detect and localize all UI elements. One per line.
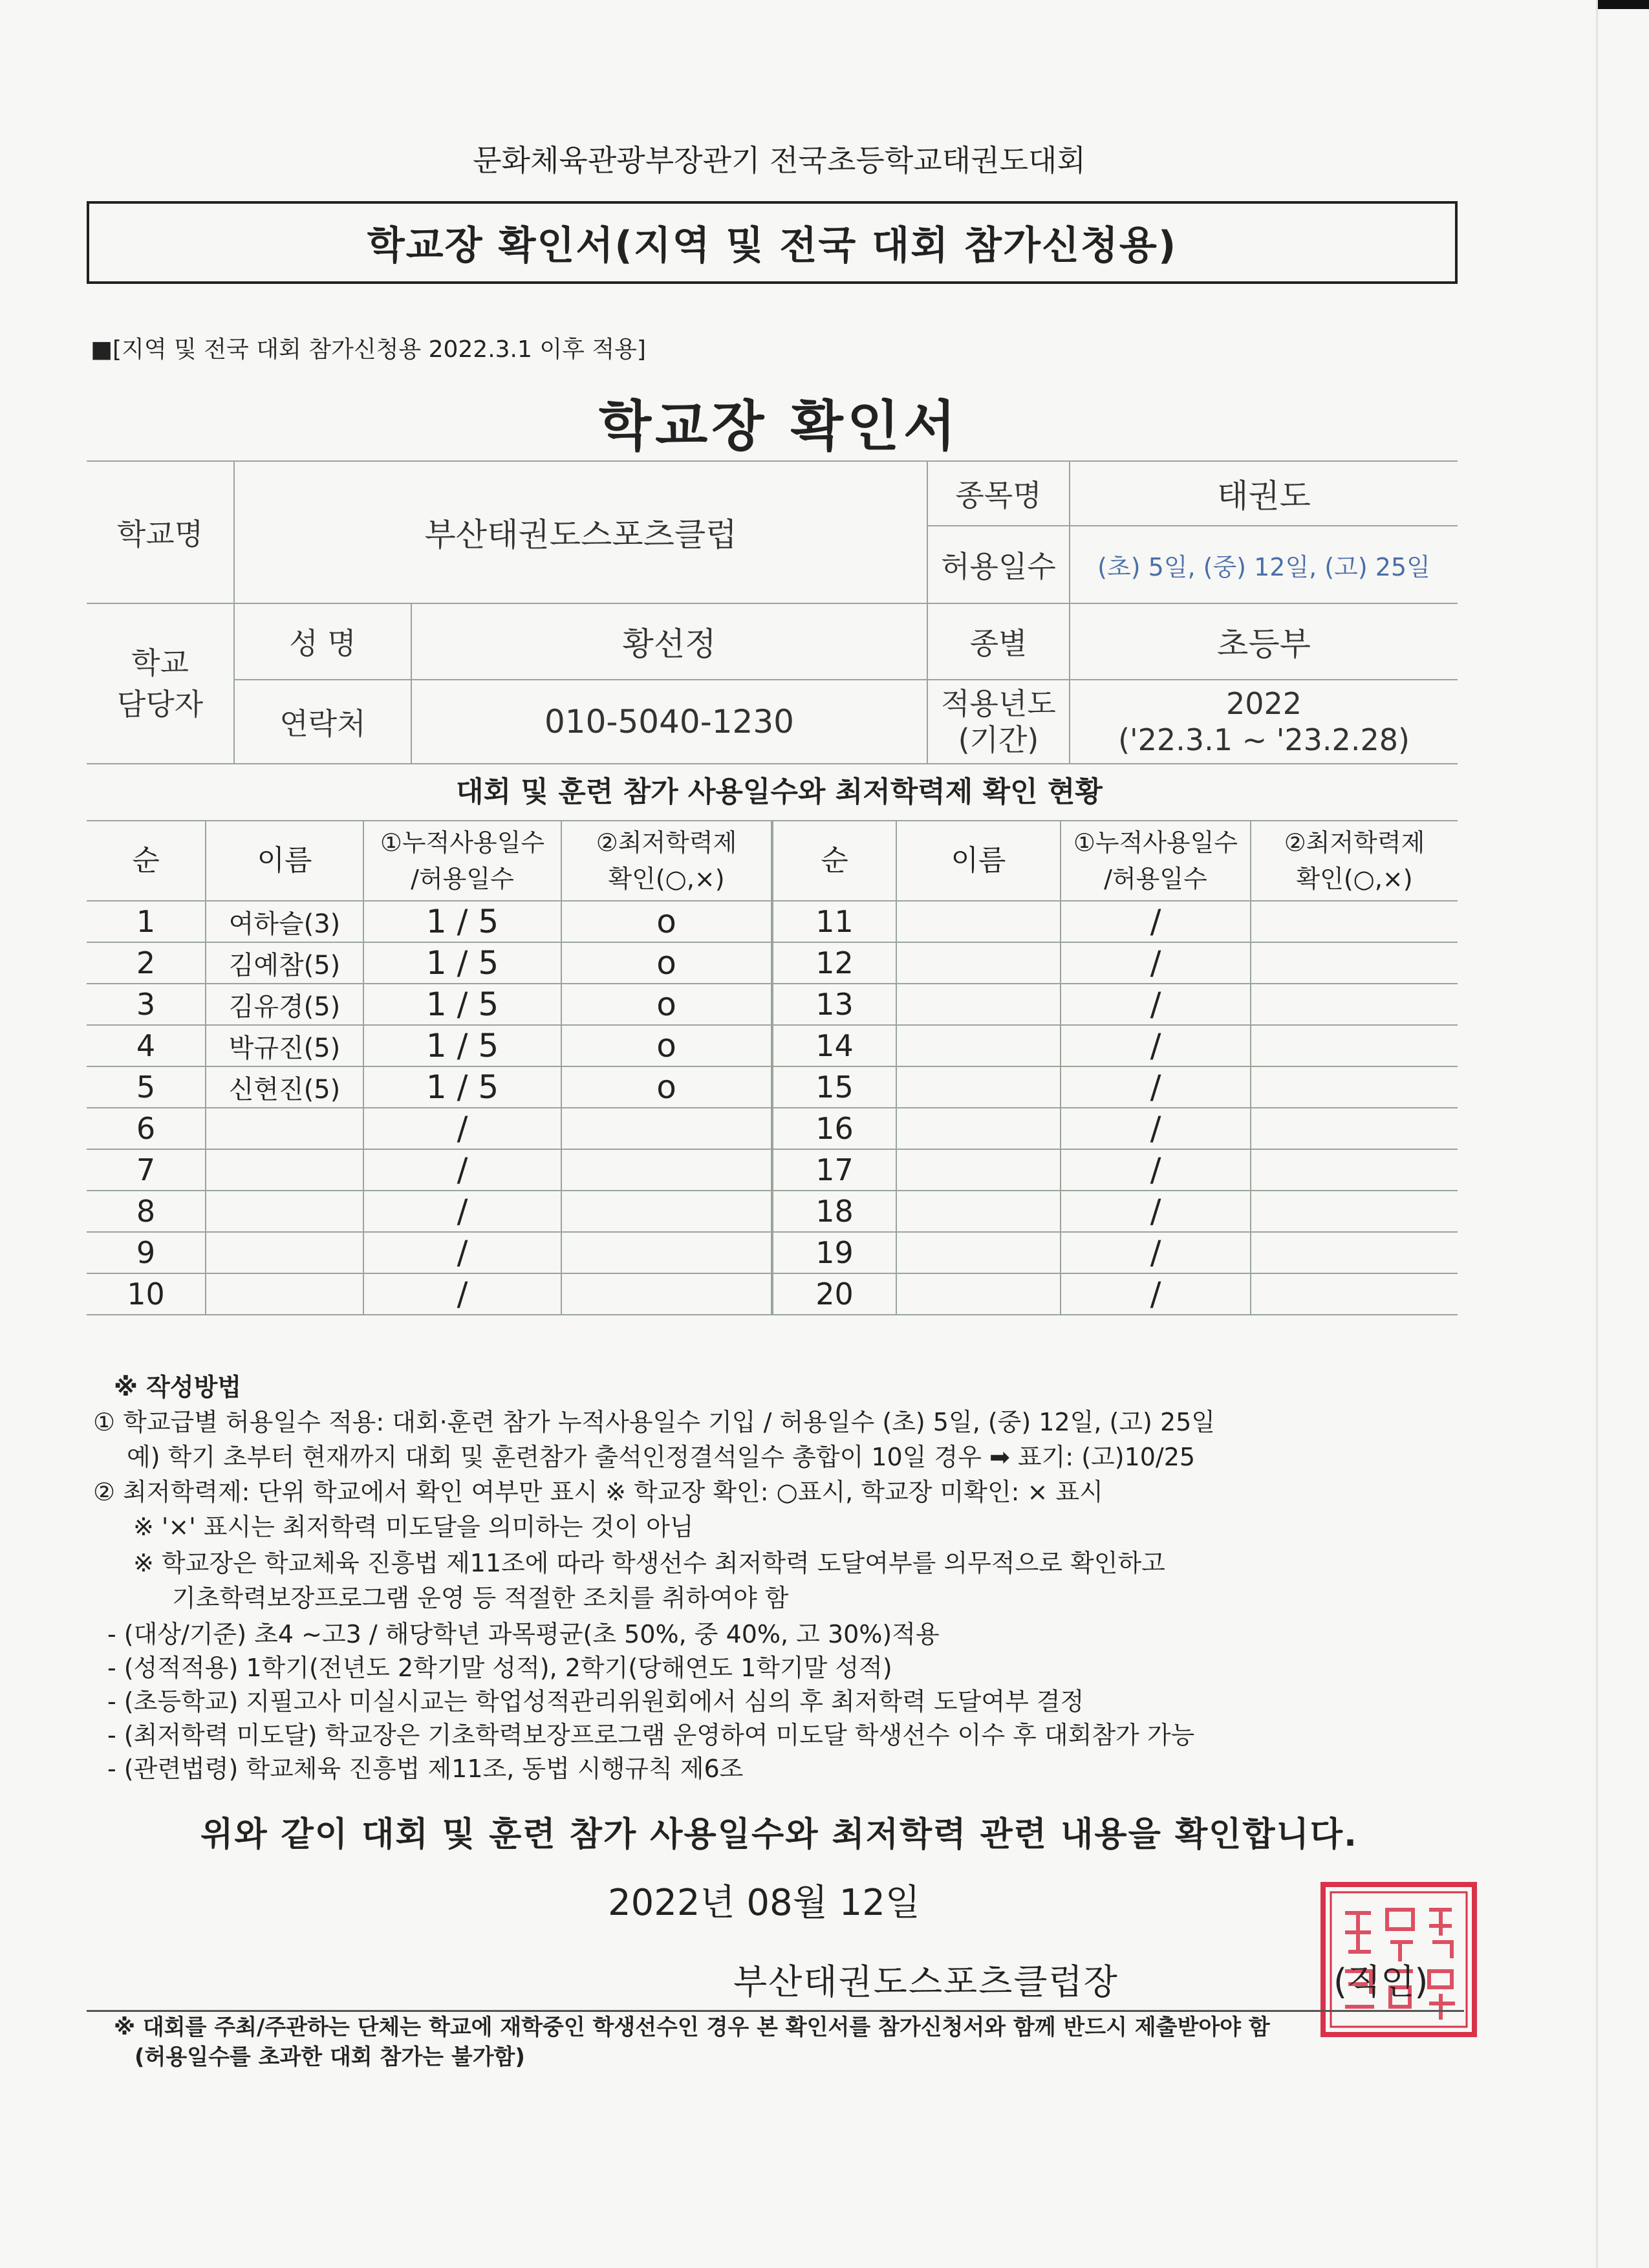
row-number: 9 (87, 1232, 206, 1273)
days-slash: / (446, 986, 479, 1023)
school-label: 학교명 (87, 461, 234, 603)
school-name: 부산태권도스포츠클럽 (234, 461, 927, 603)
athlete-name: 김유경(5) (206, 984, 363, 1025)
main-title: 학교장 확인서(지역 및 전국 대회 참가신청용) (87, 201, 1458, 284)
academic-check (1251, 1149, 1458, 1191)
academic-check: o (561, 901, 772, 942)
name-value: 황선정 (411, 603, 927, 680)
col-days-line2: /허용일수 (1104, 865, 1207, 893)
year-cell (1070, 680, 1458, 764)
academic-check: o (561, 1066, 772, 1108)
days-slash: / (1150, 1068, 1161, 1106)
athlete-name: 여하슬(3) (206, 901, 363, 942)
row-number: 10 (87, 1273, 206, 1315)
days-used-cell (1061, 901, 1251, 942)
col-acad-line1: ②최저학력제 (1284, 828, 1425, 857)
allow-value: (초) 5일, (중) 12일, (고) 25일 (1070, 526, 1458, 603)
days-used-cell (363, 942, 561, 984)
athlete-name: 신현진(5) (206, 1066, 363, 1108)
confirm-statement: 위와 같이 대회 및 훈련 참가 사용일수와 최저학력 관련 내용을 확인합니다. (200, 1815, 1358, 1854)
days-slash: / (1150, 1234, 1161, 1271)
days-used-cell (363, 1025, 561, 1066)
days-slash: / (1150, 1193, 1161, 1230)
note-2c: 기초학력보장프로그램 운영 등 적절한 조치를 취하여야 함 (172, 1584, 789, 1612)
table-row (87, 942, 1458, 984)
event-value: 태권도 (1070, 461, 1458, 526)
row-number: 1 (87, 901, 206, 942)
athlete-name (896, 1025, 1061, 1066)
note-2b: ※ 학교장은 학교체육 진흥법 제11조에 따라 학생선수 최저학력 도달여부를 의무적으로 확인하고 (133, 1549, 1165, 1577)
note-1a: ① 학교급별 허용일수 적용: 대회·훈련 참가 누적사용일수 기입 / 허용일수 (초) 5일, (중) 12일, (고) 25일 (93, 1408, 1216, 1436)
row-number: 3 (87, 984, 206, 1025)
athlete-name (206, 1273, 363, 1315)
org-title: 문화체육관광부장관기 전국초등학교태권도대회 (473, 143, 1086, 178)
athlete-name (206, 1108, 363, 1149)
days-used-cell (363, 1066, 561, 1108)
athlete-name (896, 1191, 1061, 1232)
phone-value: 010-5040-1230 (411, 680, 927, 764)
notes-heading: ※ 작성방법 (114, 1373, 242, 1401)
days-slash: / (457, 1275, 468, 1313)
days-used-cell (1061, 1108, 1251, 1149)
row-number: 18 (772, 1191, 896, 1232)
table-row (87, 1066, 1458, 1108)
col-acad-line2: 확인(○,×) (1296, 865, 1413, 893)
days-slash: / (1150, 1275, 1161, 1313)
days-slash: / (1150, 1151, 1161, 1189)
athlete-name (896, 1273, 1061, 1315)
row-number: 19 (772, 1232, 896, 1273)
col-acad-line2: 확인(○,×) (608, 865, 725, 893)
athlete-name (896, 1232, 1061, 1273)
days-allowed: 5 (478, 1068, 499, 1106)
row-number: 20 (772, 1273, 896, 1315)
col-acad (561, 821, 772, 901)
note-dash-5: - (관련법령) 학교체육 진흥법 제11조, 동법 시행규칙 제6조 (107, 1755, 744, 1783)
footer-line-2: (허용일수를 초과한 대회 참가는 불가함) (135, 2044, 525, 2070)
days-slash: / (1150, 944, 1161, 982)
academic-check (561, 1149, 772, 1191)
row-number: 2 (87, 942, 206, 984)
table-row (87, 901, 1458, 942)
academic-check (1251, 1066, 1458, 1108)
issuer-name: 부산태권도스포츠클럽장 (733, 1961, 1119, 2002)
academic-check: o (561, 1025, 772, 1066)
col-days (1061, 821, 1251, 901)
days-used: 1 (426, 944, 447, 982)
days-used-cell (363, 984, 561, 1025)
note-2: ② 최저학력제: 단위 학교에서 확인 여부만 표시 ※ 학교장 확인: ○표시, 학교장 미확인: × 표시 (93, 1478, 1103, 1506)
table-row (87, 1149, 1458, 1191)
days-used: 1 (426, 1027, 447, 1064)
athlete-name (896, 1066, 1061, 1108)
doc-title: 학교장 확인서 (598, 394, 960, 458)
note-1b: 예) 학기 초부터 현재까지 대회 및 훈련참가 출석인정결석일수 총합이 10일 경우 ➡ 표기: (고)10/25 (127, 1443, 1196, 1471)
days-allowed: 5 (478, 903, 499, 940)
days-allowed: 5 (478, 986, 499, 1023)
col-no: 순 (772, 821, 896, 901)
days-used-cell (363, 1108, 561, 1149)
contact-person-label: 학교 담당자 (87, 603, 234, 764)
name-label: 성 명 (234, 603, 411, 680)
days-slash: / (1150, 1110, 1161, 1147)
days-slash: / (446, 1068, 479, 1106)
academic-check (561, 1232, 772, 1273)
row-number: 7 (87, 1149, 206, 1191)
col-days-line2: /허용일수 (411, 865, 514, 893)
days-allowed: 5 (478, 1027, 499, 1064)
phone-label: 연락처 (234, 680, 411, 764)
athlete-name (896, 1149, 1061, 1191)
year-label: 적용년도 (기간) (927, 680, 1070, 764)
row-number: 5 (87, 1066, 206, 1108)
row-number: 13 (772, 984, 896, 1025)
days-slash: / (1150, 986, 1161, 1023)
days-used-cell (1061, 1273, 1251, 1315)
academic-check (561, 1191, 772, 1232)
status-title: 대회 및 훈련 참가 사용일수와 최저학력제 확인 현황 (456, 775, 1103, 808)
days-slash: / (457, 1151, 468, 1189)
row-number: 16 (772, 1108, 896, 1149)
academic-check (1251, 1191, 1458, 1232)
seal-label: (직인) (1333, 1961, 1428, 2002)
row-number: 11 (772, 901, 896, 942)
table-row (87, 1273, 1458, 1315)
col-name: 이름 (896, 821, 1061, 901)
footer-divider (87, 2010, 1464, 2012)
athlete-name: 김예참(5) (206, 942, 363, 984)
note-dash-4: - (최저학력 미도달) 학교장은 기초학력보장프로그램 운영하여 미도달 학생선수 이수 후 대회참가 가능 (107, 1721, 1195, 1749)
days-used-cell (1061, 942, 1251, 984)
period-value: ('22.3.1 ~ '23.2.28) (1118, 722, 1410, 757)
athlete-name: 박규진(5) (206, 1025, 363, 1066)
issue-date: 2022년 08월 12일 (608, 1882, 920, 1924)
days-allowed: 5 (478, 944, 499, 982)
col-acad-line1: ②최저학력제 (596, 828, 737, 857)
col-name: 이름 (206, 821, 363, 901)
days-used-cell (1061, 1149, 1251, 1191)
days-slash: / (1150, 903, 1161, 940)
academic-check (1251, 1273, 1458, 1315)
row-number: 12 (772, 942, 896, 984)
row-number: 8 (87, 1191, 206, 1232)
note-dash-1: - (대상/기준) 초4 ~고3 / 해당학년 과목평균(초 50%, 중 40%, 고 30%)적용 (107, 1620, 940, 1648)
athlete-name (896, 942, 1061, 984)
athlete-name (206, 1149, 363, 1191)
academic-check (1251, 1025, 1458, 1066)
days-used: 1 (426, 903, 447, 940)
days-slash: / (446, 903, 479, 940)
days-slash: / (1150, 1027, 1161, 1064)
days-used-cell (1061, 1232, 1251, 1273)
academic-check (1251, 901, 1458, 942)
academic-check (1251, 984, 1458, 1025)
academic-check: o (561, 942, 772, 984)
athlete-name (896, 901, 1061, 942)
note-1 (93, 1405, 1477, 1474)
note-dash-2: - (성적적용) 1학기(전년도 2학기말 성적), 2학기(당해연도 1학기말 성적) (107, 1654, 892, 1682)
academic-check (561, 1273, 772, 1315)
academic-check (561, 1108, 772, 1149)
year-value: 2022 (1225, 686, 1302, 721)
row-number: 17 (772, 1149, 896, 1191)
athlete-name (206, 1232, 363, 1273)
col-acad (1251, 821, 1458, 901)
days-slash: / (457, 1234, 468, 1271)
days-used-cell (363, 1273, 561, 1315)
athlete-name (206, 1191, 363, 1232)
row-number: 14 (772, 1025, 896, 1066)
col-no: 순 (87, 821, 206, 901)
days-used-cell (363, 901, 561, 942)
days-used-cell (1061, 1025, 1251, 1066)
event-label: 종목명 (927, 461, 1070, 526)
days-used-cell (1061, 984, 1251, 1025)
academic-check: o (561, 984, 772, 1025)
academic-check (1251, 942, 1458, 984)
division-value: 초등부 (1070, 603, 1458, 680)
note-2a: ※ '×' 표시는 최저학력 미도달을 의미하는 것이 아님 (133, 1513, 694, 1541)
footer-note (114, 2013, 1472, 2072)
division-label: 종별 (927, 603, 1070, 680)
days-used-cell (1061, 1066, 1251, 1108)
days-slash: / (446, 1027, 479, 1064)
status-table (87, 820, 1458, 1315)
days-slash: / (457, 1193, 468, 1230)
days-used-cell (363, 1191, 561, 1232)
row-number: 6 (87, 1108, 206, 1149)
scan-edge-mark (1596, 0, 1649, 9)
table-row (87, 1232, 1458, 1273)
table-row (87, 1108, 1458, 1149)
table-row (87, 1025, 1458, 1066)
col-days-line1: ①누적사용일수 (380, 828, 545, 857)
academic-check (1251, 1108, 1458, 1149)
footer-line-1: ※ 대회를 주최/주관하는 단체는 학교에 재학중인 학생선수인 경우 본 확인서를 참가신청서와 함께 반드시 제출받아야 함 (114, 2014, 1270, 2040)
note-dash-3: - (초등학교) 지필고사 미실시교는 학업성적관리위원회에서 심의 후 최저학력 도달여부 결정 (107, 1687, 1084, 1716)
academic-check (1251, 1232, 1458, 1273)
athlete-name (896, 984, 1061, 1025)
days-used-cell (363, 1149, 561, 1191)
col-days-line1: ①누적사용일수 (1073, 828, 1238, 857)
days-used-cell (1061, 1191, 1251, 1232)
row-number: 4 (87, 1025, 206, 1066)
row-number: 15 (772, 1066, 896, 1108)
athlete-name (896, 1108, 1061, 1149)
days-used: 1 (426, 986, 447, 1023)
days-used-cell (363, 1232, 561, 1273)
days-used: 1 (426, 1068, 447, 1106)
col-days (363, 821, 561, 901)
table-row (87, 984, 1458, 1025)
table-row (87, 1191, 1458, 1232)
days-slash: / (457, 1110, 468, 1147)
apply-note: ■[지역 및 전국 대회 참가신청용 2022.3.1 이후 적용] (91, 336, 646, 363)
days-slash: / (446, 944, 479, 982)
allow-label: 허용일수 (927, 526, 1070, 603)
info-table (87, 460, 1458, 764)
scan-edge (1596, 0, 1598, 2268)
